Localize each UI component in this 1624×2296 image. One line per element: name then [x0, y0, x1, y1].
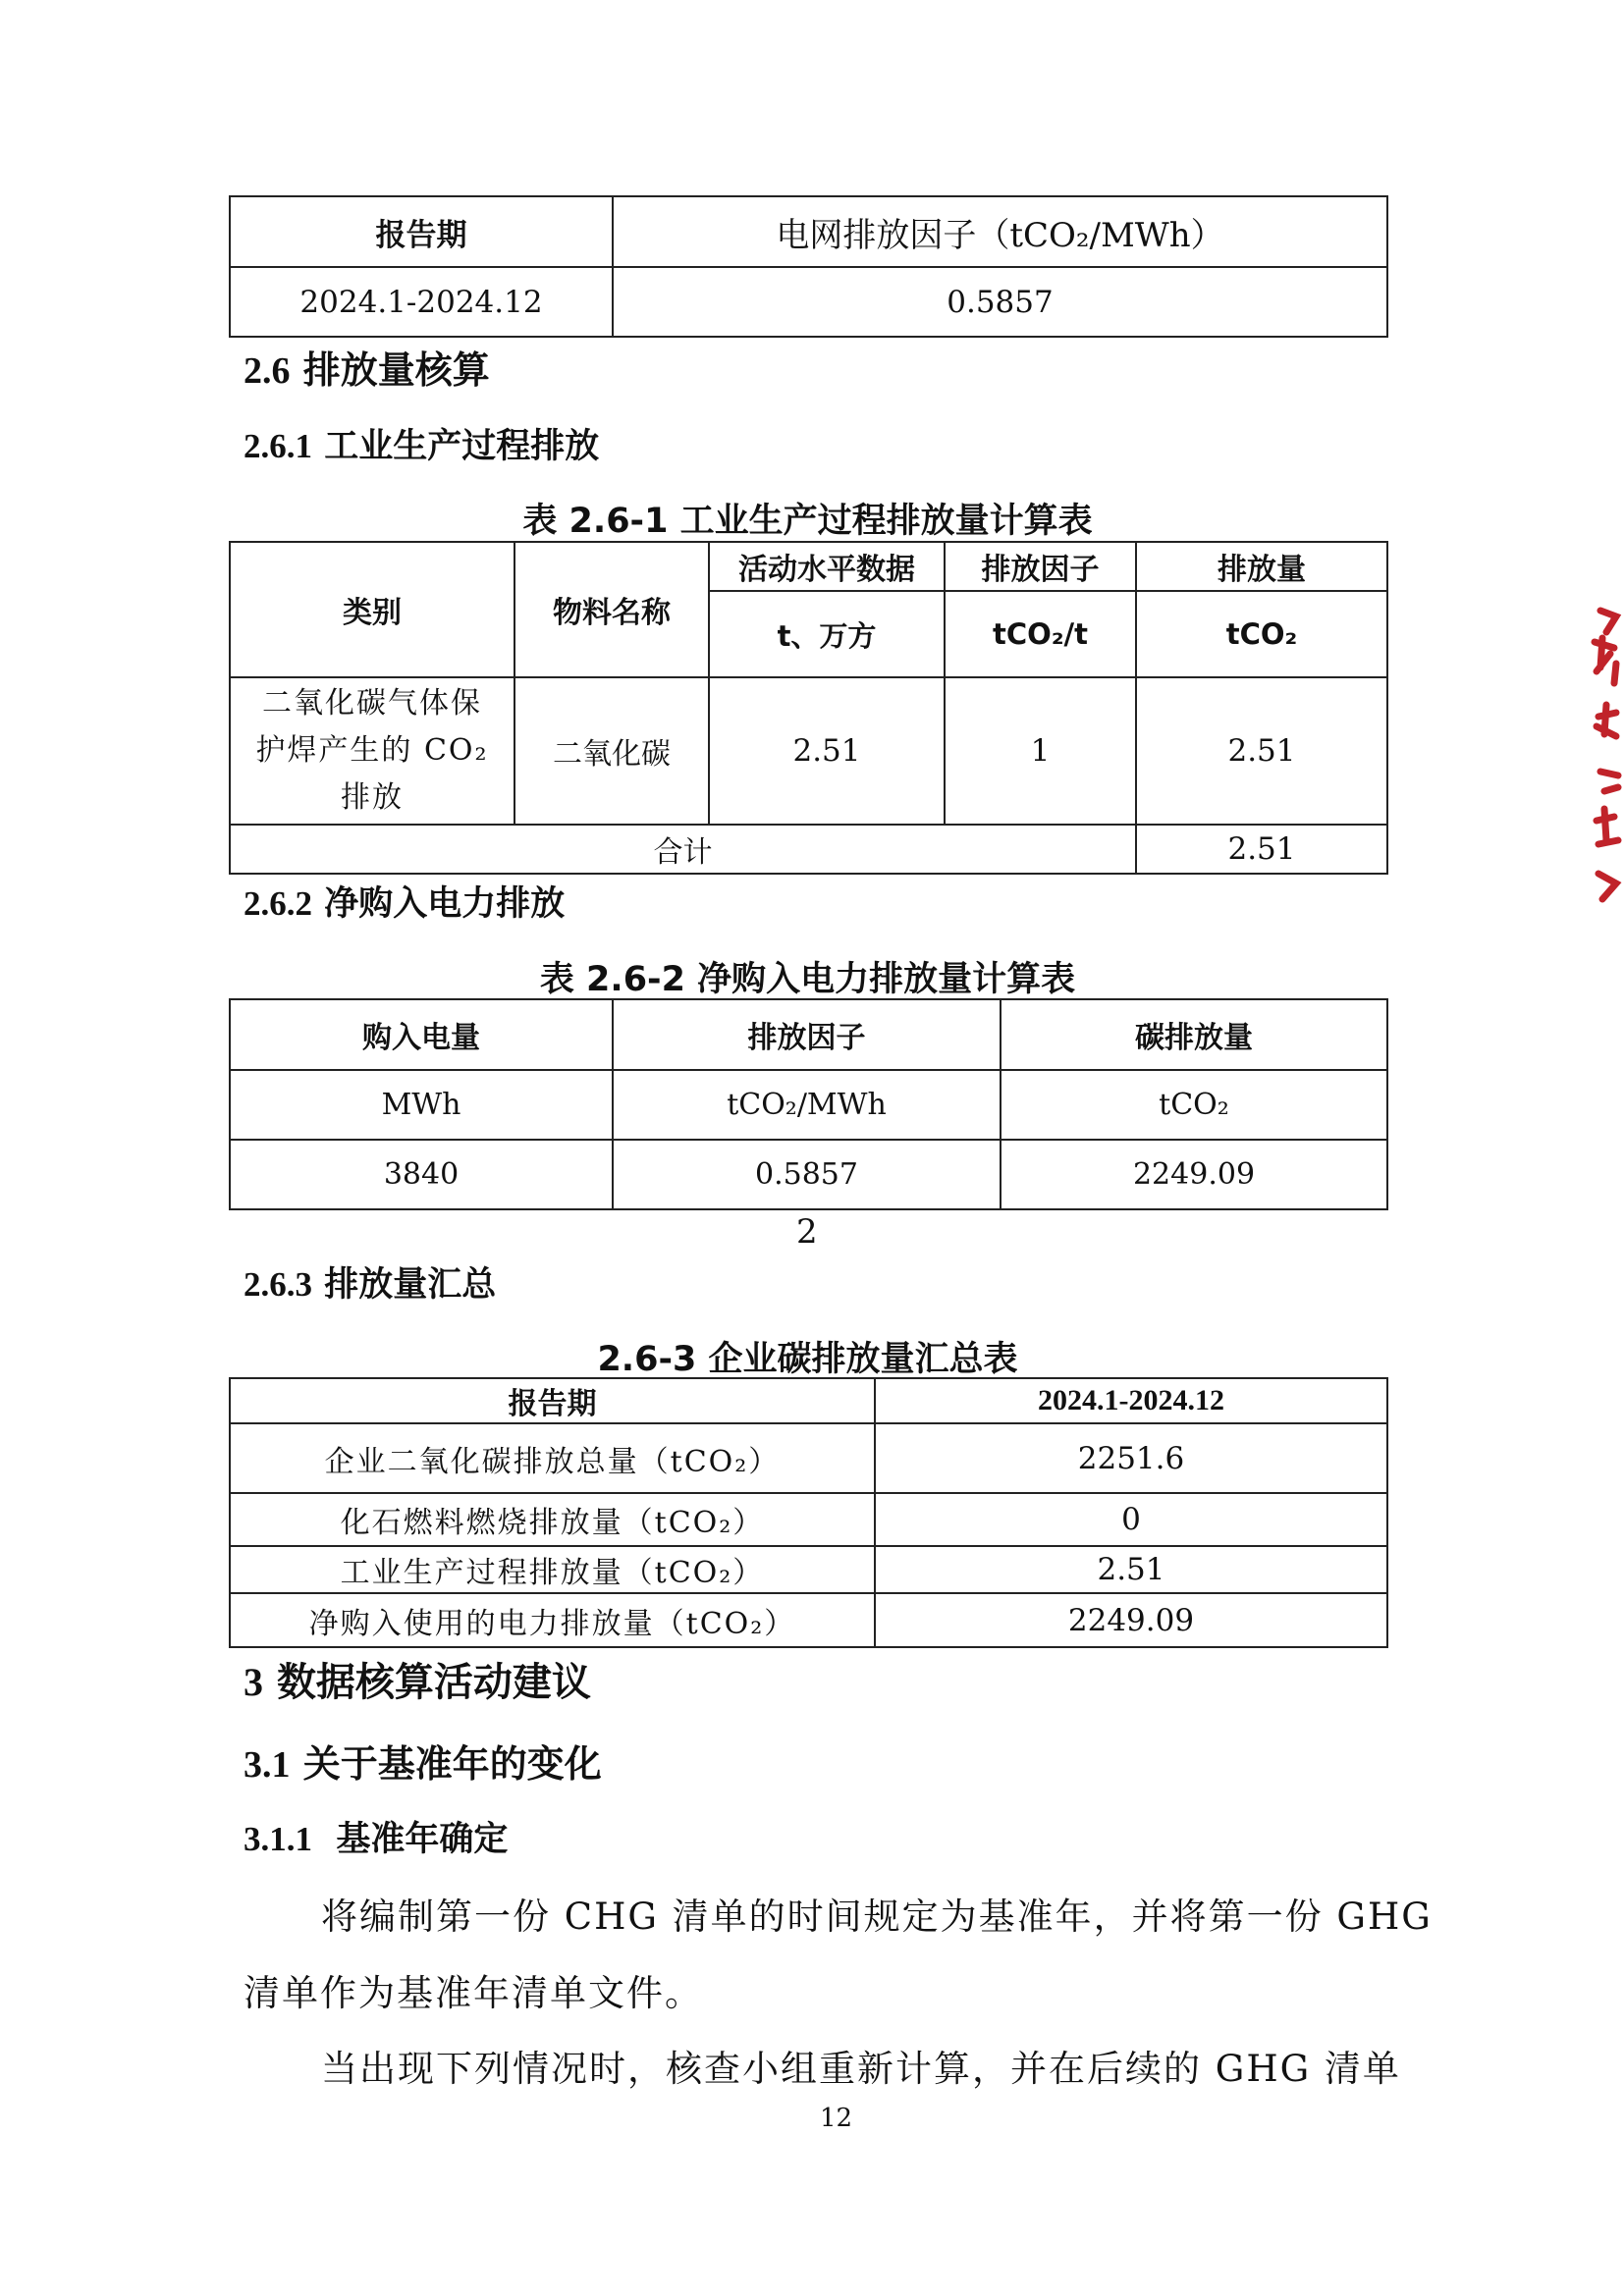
page-number: 12 [820, 2104, 853, 2133]
table-cell: 0.5857 [613, 267, 1387, 337]
table-cell: 1 [945, 677, 1136, 825]
table-header-cell: 报告期 [230, 1378, 875, 1423]
table-cell: 2249.09 [1001, 1140, 1387, 1209]
seal-fragment [1581, 599, 1624, 913]
table-header-cell: 排放因子 [945, 542, 1136, 591]
stray-number: 2 [796, 1212, 818, 1252]
unit-cell: MWh [230, 1070, 613, 1140]
table-cell: 2249.09 [875, 1593, 1387, 1647]
table-header-cell: 2024.1-2024.12 [875, 1378, 1387, 1423]
table-header-cell: 碳排放量 [1001, 999, 1387, 1070]
emission-summary-table [229, 1377, 1388, 1648]
category-cell: 二氧化碳气体保护焊产生的 CO₂ 排放 [230, 677, 514, 825]
section-heading: 2.6 排放量核算 [244, 348, 490, 392]
table-cell: 2024.1-2024.12 [230, 267, 613, 337]
table-header-cell: 物料名称 [514, 542, 709, 677]
unit-cell: tCO₂/MWh [613, 1070, 1001, 1140]
body-paragraph-line: 将编制第一份 CHG 清单的时间规定为基准年，并将第一份 GHG [321, 1896, 1433, 1938]
table-header-cell: 排放量 [1136, 542, 1387, 591]
material-cell: 二氧化碳 [514, 677, 709, 825]
process-emission-table [229, 541, 1388, 875]
table-header-cell: 购入电量 [230, 999, 613, 1070]
table-cell: 3840 [230, 1140, 613, 1209]
section-heading: 3.1 关于基准年的变化 [244, 1742, 602, 1786]
unit-cell: t、万方 [709, 591, 945, 677]
table-caption: 表 2.6-1 工业生产过程排放量计算表 [522, 502, 1093, 541]
table-cell: 0 [875, 1493, 1387, 1546]
total-label-cell: 合计 [230, 825, 1136, 874]
unit-cell: tCO₂ [1001, 1070, 1387, 1140]
section-heading: 2.6.1 工业生产过程排放 [244, 427, 600, 466]
section-heading: 2.6.2 净购入电力排放 [244, 884, 566, 924]
section-heading: 3 数据核算活动建议 [244, 1660, 591, 1705]
total-value-cell: 2.51 [1136, 825, 1387, 874]
table-caption: 2.6-3 企业碳排放量汇总表 [597, 1340, 1018, 1379]
table-cell: 工业生产过程排放量（tCO₂） [230, 1546, 875, 1593]
unit-cell: tCO₂ [1136, 591, 1387, 677]
table-cell: 0.5857 [613, 1140, 1001, 1209]
section-heading: 3.1.1 基准年确定 [244, 1820, 509, 1859]
table-cell: 2.51 [709, 677, 945, 825]
table-header-cell: 类别 [230, 542, 514, 677]
grid-factor-table [229, 195, 1388, 338]
table-header-cell: 排放因子 [613, 999, 1001, 1070]
table-cell: 2.51 [1136, 677, 1387, 825]
table-cell: 2251.6 [875, 1423, 1387, 1493]
body-paragraph-line: 清单作为基准年清单文件。 [244, 1972, 703, 2014]
table-caption: 表 2.6-2 净购入电力排放量计算表 [539, 960, 1076, 999]
table-cell: 2.51 [875, 1546, 1387, 1593]
electricity-emission-table [229, 998, 1388, 1210]
unit-cell: tCO₂/t [945, 591, 1136, 677]
table-cell: 企业二氧化碳排放总量（tCO₂） [230, 1423, 875, 1493]
table-cell: 化石燃料燃烧排放量（tCO₂） [230, 1493, 875, 1546]
section-heading: 2.6.3 排放量汇总 [244, 1265, 497, 1305]
body-paragraph-line: 当出现下列情况时，核查小组重新计算，并在后续的 GHG 清单 [321, 2048, 1401, 2090]
table-header-cell: 报告期 [230, 196, 613, 267]
table-header-cell: 电网排放因子（tCO₂/MWh） [613, 196, 1387, 267]
table-cell: 净购入使用的电力排放量（tCO₂） [230, 1593, 875, 1647]
table-header-cell: 活动水平数据 [709, 542, 945, 591]
